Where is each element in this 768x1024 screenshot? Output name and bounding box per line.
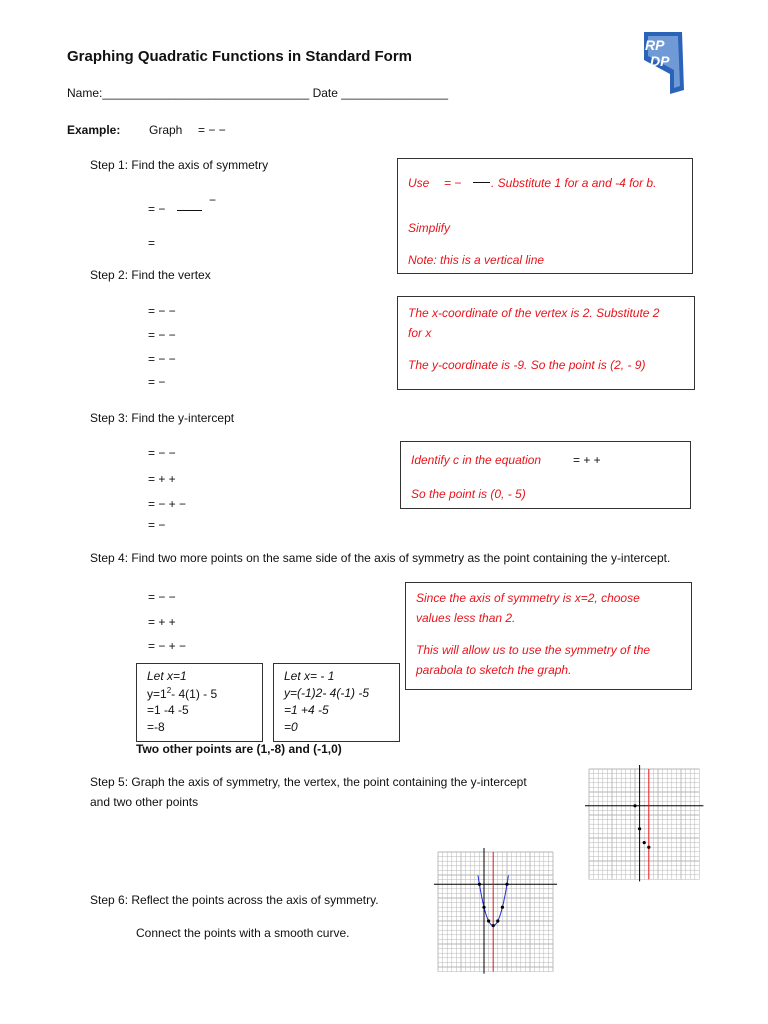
step4-note-line2: values less than 2. — [416, 611, 516, 625]
step1-note-vertical: Note: this is a vertical line — [408, 253, 545, 267]
rpdp-logo — [640, 30, 686, 96]
step3-line: = + + — [148, 472, 176, 486]
step3-heading: Step 3: Find the y-intercept — [90, 411, 235, 425]
plotted-point — [482, 906, 485, 909]
step1-note-box — [397, 158, 693, 274]
step2-heading: Step 2: Find the vertex — [90, 268, 211, 282]
plotted-point — [492, 924, 495, 927]
work1-line2: $y=1^2-$ 4(1) - 5 — [147, 686, 218, 701]
plotted-point — [478, 883, 481, 886]
example-equation: = − − — [198, 123, 226, 137]
step1-note-fraction-bar — [473, 182, 490, 183]
step4-work-box-2 — [273, 663, 400, 742]
step4-summary: Two other points are (1,-8) and (-1,0) — [136, 742, 342, 756]
svg-text:DP: DP — [650, 53, 670, 69]
step1-note-substitute: . Substitute 1 for a and -4 for b. — [491, 176, 657, 190]
step1-line1: = − — [148, 202, 166, 216]
step4-line: = − − — [148, 590, 176, 604]
work2-line4: =0 — [284, 720, 298, 734]
step4-heading: Step 4: Find two more points on the same side of the axis of symmetry as the point containing the y-intercept. — [90, 551, 671, 565]
step5-heading-line2: and two other points — [90, 795, 199, 809]
plotted-point — [505, 883, 508, 886]
page-title: Graphing Quadratic Functions in Standard Form — [67, 48, 413, 65]
step3-line: = − — [148, 518, 166, 532]
plotted-point — [638, 827, 641, 830]
plotted-point — [643, 841, 646, 844]
work2-line2: y=(-1)2- 4(-1) -5 — [284, 686, 370, 700]
plotted-point — [633, 804, 636, 807]
example-text: Graph — [149, 123, 183, 137]
step1-note-simplify: Simplify — [408, 221, 451, 235]
step6-line2: Connect the points with a smooth curve. — [136, 926, 350, 940]
step3-line: = − + − — [148, 497, 187, 511]
step2-line: = − − — [148, 304, 176, 318]
step2-line: = − − — [148, 352, 176, 366]
work2-line1: Let x= - 1 — [284, 669, 335, 683]
step2-line: = − − — [148, 328, 176, 342]
plotted-point — [487, 919, 490, 922]
step4-line: = + + — [148, 615, 176, 629]
plotted-point — [501, 906, 504, 909]
step3-note-line1: Identify c in the equation — [411, 453, 542, 467]
plotted-point — [496, 919, 499, 922]
step2-note-line1: The x-coordinate of the vertex is 2. Substitute 2 — [408, 306, 660, 320]
step3-line: = − − — [148, 446, 176, 460]
name-date-line: Name:_______________________________ Date ________________ — [67, 86, 449, 100]
step6-heading: Step 6: Reflect the points across the axis of symmetry. — [90, 893, 379, 907]
step4-note-line4: parabola to sketch the graph. — [416, 663, 572, 677]
work1-line3: =1 -4 -5 — [147, 703, 189, 717]
step2-note-line2: for x — [408, 326, 432, 340]
step1-frac-top: − — [209, 193, 217, 207]
step1-note-use-eq: = − — [444, 176, 462, 190]
step1-heading: Step 1: Find the axis of symmetry — [90, 158, 269, 172]
step4-line: = − + − — [148, 639, 187, 653]
svg-text:RP: RP — [645, 37, 665, 53]
step3-note-eq: = + + — [573, 453, 601, 467]
step2-line: = − — [148, 375, 166, 389]
work1-line1: Let x=1 — [147, 669, 187, 683]
example-label: Example: — [67, 123, 121, 137]
step1-note-use: Use — [408, 176, 430, 190]
step4-work-box-1 — [136, 663, 263, 742]
step4-note-line1: Since the axis of symmetry is x=2, choose — [416, 591, 640, 605]
plotted-point — [647, 846, 650, 849]
step5-heading-line1: Step 5: Graph the axis of symmetry, the vertex, the point containing the y-intercept — [90, 775, 527, 789]
step6-graph — [434, 846, 560, 976]
work1-line4: =-8 — [147, 720, 165, 734]
step1-fraction-bar — [177, 210, 202, 211]
step4-note-line3: This will allow us to use the symmetry of the — [416, 643, 651, 657]
step2-note-line3: The y-coordinate is -9. So the point is (2, - 9) — [408, 358, 646, 372]
step3-note-line2: So the point is (0, - 5) — [411, 487, 526, 501]
work2-line3: =1 +4 -5 — [284, 703, 329, 717]
step3-note-box — [400, 441, 691, 509]
step1-line2: = — [148, 236, 156, 250]
step4-note-box — [405, 582, 692, 690]
step2-note-box — [397, 296, 695, 390]
step5-graph — [585, 763, 709, 887]
